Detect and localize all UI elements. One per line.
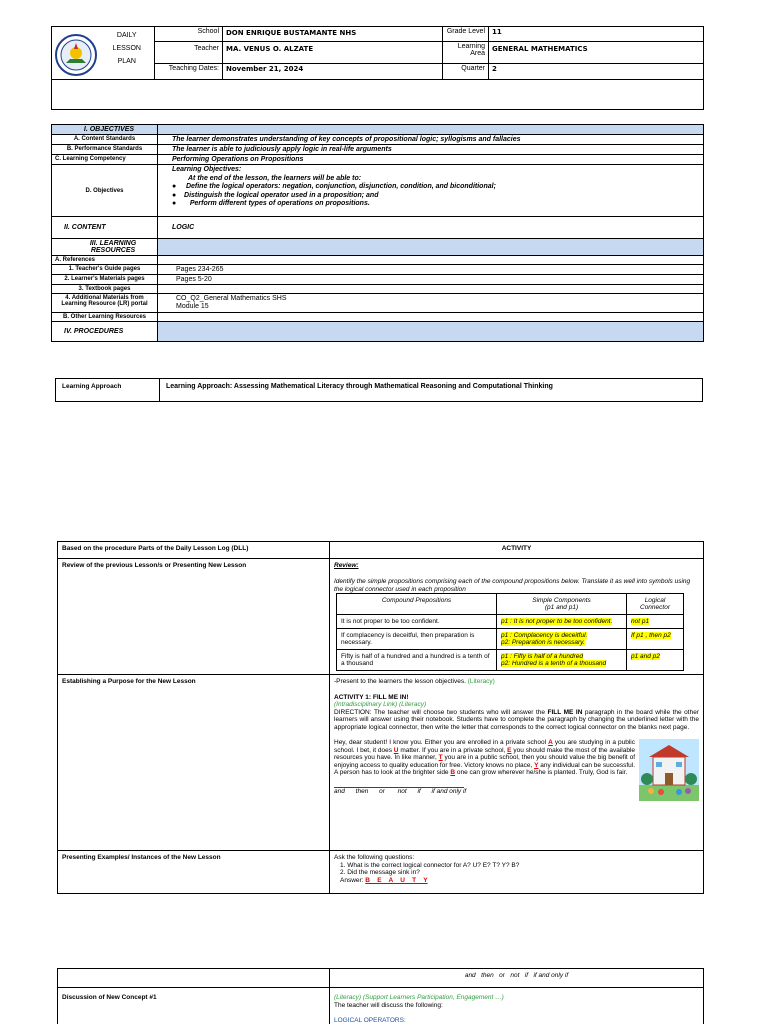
guide-label: 1. Teacher's Guide pages <box>52 265 158 275</box>
procedures-label: IV. PROCEDURES <box>52 322 158 342</box>
row-simple-text: p1 : Complacency is deceitful. <box>501 632 588 639</box>
continued-choices: and then or not if if and only if <box>330 969 704 988</box>
additional-value-line: CO_Q2_General Mathematics SHS <box>176 295 287 302</box>
row-simple-text: p2: Preparation is necessary. <box>501 639 585 646</box>
row-compound: It is not proper to be too confident. <box>337 615 497 629</box>
purpose-label: Establishing a Purpose for the New Lesson <box>58 675 330 851</box>
header-table <box>51 26 704 110</box>
objectives-d-item: ● Distinguish the logical operator used in a proposition; and <box>172 191 379 199</box>
resources-label: III. LEARNING RESOURCES <box>52 239 158 256</box>
examples-q1: 1. What is the correct logical connector for A? U? E? T? Y? B? <box>340 861 520 869</box>
textbook-value <box>158 285 704 294</box>
row-simple-text: p2: Hundred is a tenth of a thousand <box>501 660 607 667</box>
objectives-d-intro: At the end of the lesson, the learners will be able to: <box>188 174 362 182</box>
row-connector <box>627 650 684 671</box>
objectives-d-label: D. Objectives <box>52 165 158 217</box>
logical-operators-heading: LOGICAL OPERATORS: <box>334 1017 406 1024</box>
objectives-heading-fill <box>158 125 704 135</box>
competency-label: C. Learning Competency <box>52 155 158 165</box>
approach-label: Learning Approach <box>56 379 160 402</box>
inner-header-compound: Compound Prepositions <box>337 594 497 615</box>
purpose-cell <box>330 675 704 851</box>
activity-table <box>57 541 704 894</box>
approach-value: Learning Approach: Assessing Mathematical Literacy through Mathematical Reasoning and Computational Thinking <box>160 379 703 402</box>
literacy-tag: (Literacy) <box>467 678 495 685</box>
row-connector-text: not p1 <box>631 618 650 625</box>
discussion-label: Discussion of New Concept #1 <box>58 988 330 1024</box>
activity-table-continued <box>57 968 704 1024</box>
review-label: Review of the previous Lesson/s or Presenting New Lesson <box>58 559 330 675</box>
row-simple-text: p1 : It is not proper to be too confident. <box>501 618 613 625</box>
row-connector <box>627 629 684 650</box>
activity-subtitle: (Intradisciplinary Link) (Literacy) <box>334 701 427 708</box>
title-line-1: DAILY <box>116 32 137 39</box>
row-simple <box>497 615 627 629</box>
deped-seal-cell <box>52 27 100 80</box>
discussion-cell <box>330 988 704 1024</box>
objectives-d-value <box>158 165 704 217</box>
school-label: School <box>155 27 223 42</box>
objectives-d-item: ● Perform different types of operations on propositions. <box>172 200 370 207</box>
teacher-value: MA. VENUS O. ALZATE <box>223 42 443 64</box>
other-resources-label: B. Other Learning Resources <box>52 313 158 322</box>
references-value <box>158 256 704 265</box>
dlp-title <box>100 27 155 80</box>
header-spacer <box>52 80 704 110</box>
purpose-line: -Present to the learners the lesson objectives. (Literacy) <box>334 678 495 685</box>
objectives-d-item: ● Define the logical operators: negation, conjunction, disjunction, condition, and biconditional; <box>172 183 496 190</box>
content-label: II. CONTENT <box>52 217 158 239</box>
inner-header-simple-label: Simple Components <box>532 597 591 604</box>
discussion-line: The teacher will discuss the following: <box>334 1001 443 1009</box>
examples-label: Presenting Examples/ Instances of the New Lesson <box>58 851 330 894</box>
competency-value: Performing Operations on Propositions <box>158 155 704 165</box>
materials-label: 2. Learner's Materials pages <box>52 275 158 285</box>
inner-header-connector: Logical Connector <box>627 594 684 615</box>
content-value: LOGIC <box>158 217 704 239</box>
procedures-fill <box>158 322 704 342</box>
dates-label: Teaching Dates: <box>155 64 223 80</box>
objectives-table <box>51 124 704 342</box>
activity-title: ACTIVITY 1: FILL ME IN! <box>334 693 409 701</box>
continued-blank <box>58 969 330 988</box>
materials-value: Pages 5-20 <box>158 275 704 285</box>
answer-text: B E A U T Y <box>365 876 428 884</box>
table-row <box>337 615 684 629</box>
title-line-2: LESSON <box>112 45 141 52</box>
grade-value: 11 <box>489 27 704 42</box>
dll-column-header: Based on the procedure Parts of the Daily Lesson Log (DLL) <box>58 542 330 559</box>
additional-value <box>158 294 704 313</box>
deped-seal-icon <box>54 33 98 77</box>
review-inner-table <box>336 593 684 671</box>
references-label: A. References <box>52 256 158 265</box>
table-row <box>337 629 684 650</box>
performance-standards-value: The learner is able to judiciously apply logic in real-life arguments <box>158 145 704 155</box>
objectives-d-title: Learning Objectives: <box>172 166 242 173</box>
table-row <box>337 650 684 671</box>
examples-cell <box>330 851 704 894</box>
activity-direction: DIRECTION: The teacher will choose two students who will answer the FILL ME IN paragraph in the board while the other learners will answer using their notebook. Students have to complete the paragraph by changing the underlined letter with the appropriate logical connector, then write the letter that corresponds to the correct logical connector on the blanks next page. <box>334 708 699 731</box>
area-value: GENERAL MATHEMATICS <box>489 42 704 64</box>
resources-fill <box>158 239 704 256</box>
other-resources-value <box>158 313 704 322</box>
approach-table <box>55 378 703 402</box>
content-standards-value: The learner demonstrates understanding of key concepts of propositional logic; syllogisms and fallacies <box>158 135 704 145</box>
additional-value-line: Module 15 <box>176 303 209 310</box>
objectives-heading: I. OBJECTIVES <box>52 125 158 135</box>
content-standards-label: A. Content Standards <box>52 135 158 145</box>
row-connector-text: p1 and p2 <box>631 653 660 660</box>
inner-header-simple <box>497 594 627 615</box>
review-cell <box>330 559 704 675</box>
quarter-value: 2 <box>489 64 704 80</box>
school-illustration-icon <box>639 739 699 801</box>
school-value: DON ENRIQUE BUSTAMANTE NHS <box>223 27 443 42</box>
examples-answer: Answer: B E A U T Y <box>340 876 428 884</box>
guide-value: Pages 234-265 <box>158 265 704 275</box>
title-line-3: PLAN <box>117 58 136 65</box>
performance-standards-label: B. Performance Standards <box>52 145 158 155</box>
textbook-label: 3. Textbook pages <box>52 285 158 294</box>
fill-paragraph: Hey, dear student! I know you. Either you are enrolled in a private school A you are studying in a public school. I bet, it does U matter. If you are in a private school, E you should make the most of the available resources you have. In like manner, T you are in a public school, then you should value the big benefit of enjoying access to quality education for free. Victory knows no place, Y any individual can be successful. A person has to look at the brighter side B one can grow wherever he/she is planted. Truly, God is fair. <box>334 739 699 777</box>
examples-ask: Ask the following questions: <box>334 854 415 861</box>
choices-line: and then or not if if and only if <box>334 787 467 795</box>
row-compound: If complacency is deceitful, then preparation is necessary. <box>337 629 497 650</box>
discussion-tags: (Literacy) (Support Learners Participation, Engagement …) <box>334 994 504 1001</box>
teacher-label: Teacher <box>155 42 223 64</box>
additional-label: 4. Additional Materials from Learning Resource (LR) portal <box>52 294 158 313</box>
inner-header-simple-sub: (p1 and p1) <box>544 604 579 611</box>
grade-label: Grade Level <box>443 27 489 42</box>
row-connector-text: If p1 , then p2 <box>631 632 671 639</box>
examples-q2: 2. Did the message sink in? <box>340 869 420 876</box>
dates-value: November 21, 2024 <box>223 64 443 80</box>
review-instructions: Identify the simple propositions comprising each of the compound propositions below. Translate it as well into symbols using the logical connector used in each proposition <box>334 578 691 593</box>
review-title: Review: <box>334 562 359 569</box>
area-label: Learning Area <box>443 42 489 64</box>
activity-column-header: ACTIVITY <box>330 542 704 559</box>
row-simple-text: p1 : Fifty is half of a hundred <box>501 653 584 660</box>
row-simple <box>497 650 627 671</box>
row-simple <box>497 629 627 650</box>
row-connector <box>627 615 684 629</box>
row-compound: Fifty is half of a hundred and a hundred is a tenth of a thousand <box>337 650 497 671</box>
quarter-label: Quarter <box>443 64 489 80</box>
